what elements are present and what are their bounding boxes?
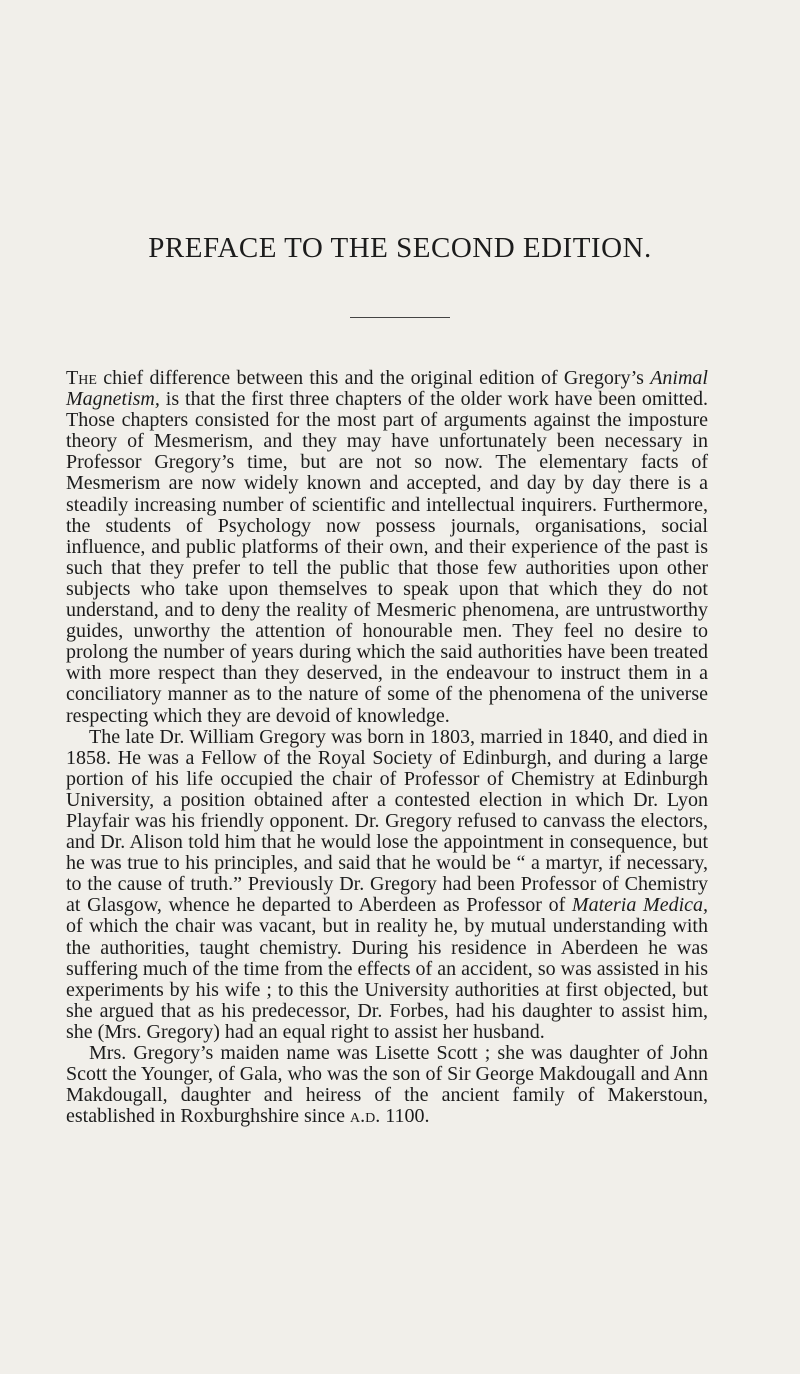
- paragraph-1: [66, 368, 708, 727]
- materia-medica-italic: Materia Medica,: [571, 894, 709, 917]
- page-title: PREFACE TO THE SECOND EDITION.: [148, 232, 652, 264]
- era-abbreviation: a.d.: [350, 1105, 381, 1128]
- paragraph-2-text-a: The late Dr. William Gregory was born in 1803, married in 1840, and died in 1858. He was a Fellow of the Royal Society of Edinburgh, and during a large portion of his life occupied the chair of Professor of Chemistry at Edinburgh University, a position obtained after a contested election in which Dr. Lyon Playfair was his friendly opponent. Dr. Gregory refused to canvass the electors, and Dr. Alison told him that he would lose the appointment in consequence, but he was true to his principles, and said that he would be “ a martyr, if necessary, to the cause of truth.” Previously Dr. Gregory had been Professor of Chemistry at Glasgow, whence he departed to Aberdeen as Professor of: [66, 725, 708, 917]
- paragraph-3: [66, 1043, 708, 1127]
- paragraph-2: [66, 727, 708, 1043]
- paragraph-3-text-b: 1100.: [380, 1105, 430, 1128]
- preface-body: [66, 368, 708, 1127]
- paragraph-1-lead-word: The: [66, 367, 97, 389]
- book-title-italic: Animal Magnetism,: [66, 367, 708, 411]
- paragraph-2-text-b: of which the chair was vacant, but in reality he, by mutual understanding with the authorities, taught chemistry. During his residence in Aberdeen he was suffering much of the time from the effects of an accident, so was assisted in his experiments by his wife ; to this the University authorities at first objected, but she argued that as his predecessor, Dr. Forbes, had his daughter to assist him, she (Mrs. Gregory) had an equal right to assist her husband.: [66, 915, 708, 1043]
- paragraph-1-text-a: chief difference between this and the original edition of Gregory’s: [96, 367, 651, 389]
- paragraph-3-text-a: Mrs. Gregory’s maiden name was Lisette Scott ; she was daughter of John Scott the Younger, of Gala, who was the son of Sir George Makdougall and Ann Makdougall, daughter and heiress of the ancient family of Makerstoun, established in Roxburghshire since: [66, 1042, 708, 1128]
- title-divider: [350, 317, 450, 318]
- paragraph-1-text-b: is that the first three chapters of the older work have been omitted. Those chapters consisted for the most part of arguments against the imposture theory of Mesmerism, and they may have unfortunately been necessary in Professor Gregory’s time, but are not so now. The elementary facts of Mesmerism are now widely known and accepted, and day by day there is a steadily increasing number of scientific and intellectual inquirers. Furthermore, the students of Psychology now possess journals, organisations, social influence, and public platforms of their own, and their experience of the past is such that they prefer to tell the public that those few authorities upon other subjects who take upon themselves to speak upon that which they do not understand, and to deny the reality of Mesmeric phenomena, are untrustworthy guides, unworthy the attention of honourable men. They feel no desire to prolong the number of years during which the said authorities have been treated with more respect than they deserved, in the endeavour to instruct them in a conciliatory manner as to the nature of some of the phenomena of the universe respecting which they are devoid of knowledge.: [66, 388, 708, 727]
